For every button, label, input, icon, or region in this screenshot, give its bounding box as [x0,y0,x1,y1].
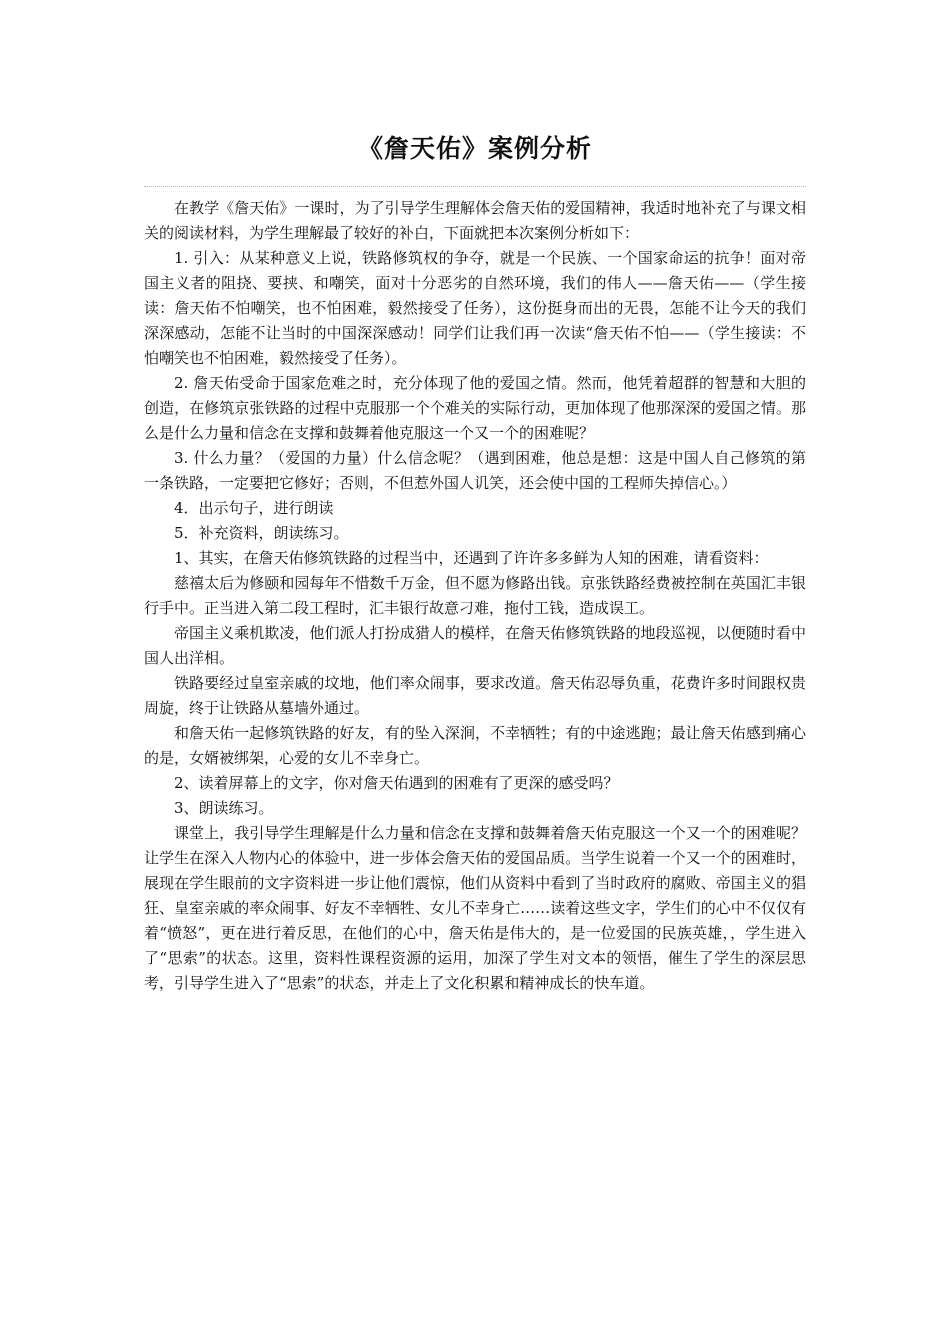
paragraph-material-3: 铁路要经过皇室亲戚的坟地，他们率众闹事，要求改道。詹天佑忍辱负重，花费许多时间跟权贵周旋，终于让铁路从墓墙外通过。 [144,674,806,717]
paragraph-sub-1: 1、其实，在詹天佑修筑铁路的过程当中，还遇到了许许多多鲜为人知的困难，请看资料： [174,549,769,567]
paragraph-sub-2: 2、读着屏幕上的文字，你对詹天佑遇到的困难有了更深的感受吗？ [174,774,619,792]
paragraph-sub-3: 3、朗读练习。 [174,799,274,817]
paragraph-material-1: 慈禧太后为修颐和园每年不惜数千万金，但不愿为修路出钱。京张铁路经费被控制在英国汇丰银行手中。正当进入第二段工程时，汇丰银行故意刁难，拖付工钱，造成误工。 [144,574,806,617]
document-body [144,196,806,996]
paragraph-step-5: 5．补充资料，朗读练习。 [174,524,349,542]
paragraph-reflection: 课堂上，我引导学生理解是什么力量和信念在支撑和鼓舞着詹天佑克服这一个又一个的困难呢？让学生在深入人物内心的体验中，进一步体会詹天佑的爱国品质。当学生说着一个又一个的困难时，展现在学生眼前的文字资料进一步让他们震惊，他们从资料中看到了当时政府的腐败、帝国主义的猖狂、皇室亲戚的率众闹事、好友不幸牺牲、女儿不幸身亡……读着这些文字，学生们的心中不仅仅有着“愤怒”，更在进行着反思，在他们的心中，詹天佑是伟大的，是一位爱国的民族英雄，，学生进入了“思索”的状态。这里，资料性课程资源的运用，加深了学生对文本的领悟，催生了学生的深层思考，引导学生进入了“思索”的状态，并走上了文化积累和精神成长的快车道。 [144,824,806,992]
paragraph-step-1: 1. 引入：从某种意义上说，铁路修筑权的争夺，就是一个民族、一个国家命运的抗争！面对帝国主义者的阻挠、要挟、和嘲笑，面对十分恶劣的自然环境，我们的伟人——詹天佑——（学生接读：詹天佑不怕嘲笑，也不怕困难，毅然接受了任务），这份挺身而出的无畏，怎能不让今天的我们深深感动，怎能不让当时的中国深深感动！同学们让我们再一次读“詹天佑不怕——（学生接读：不怕嘲笑也不怕困难，毅然接受了任务）。 [144,249,806,367]
paragraph-step-2: 2. 詹天佑受命于国家危难之时，充分体现了他的爱国之情。然而，他凭着超群的智慧和大胆的创造，在修筑京张铁路的过程中克服那一个个难关的实际行动，更加体现了他那深深的爱国之情。那么是什么力量和信念在支撑和鼓舞着他克服这一个又一个的困难呢？ [144,374,806,442]
title-divider [144,186,806,187]
paragraph-material-2: 帝国主义乘机欺凌，他们派人打扮成猎人的模样，在詹天佑修筑铁路的地段巡视，以便随时看中国人出洋相。 [144,624,806,667]
paragraph-step-4: 4．出示句子，进行朗读 [174,499,334,517]
paragraph-material-4: 和詹天佑一起修筑铁路的好友，有的坠入深涧，不幸牺牲；有的中途逃跑；最让詹天佑感到痛心的是，女婿被绑架，心爱的女儿不幸身亡。 [144,724,806,767]
paragraph-intro: 在教学《詹天佑》一课时，为了引导学生理解体会詹天佑的爱国精神，我适时地补充了与课文相关的阅读材料，为学生理解最了较好的补白，下面就把本次案例分析如下： [144,199,806,242]
paragraph-step-3: 3. 什么力量？（爱国的力量）什么信念呢？（遇到困难，他总是想：这是中国人自己修筑的第一条铁路，一定要把它修好；否则，不但惹外国人讥笑，还会使中国的工程师失掉信心。） [144,449,806,492]
document-page [144,0,806,1344]
document-title: 《詹天佑》案例分析 [357,134,592,163]
